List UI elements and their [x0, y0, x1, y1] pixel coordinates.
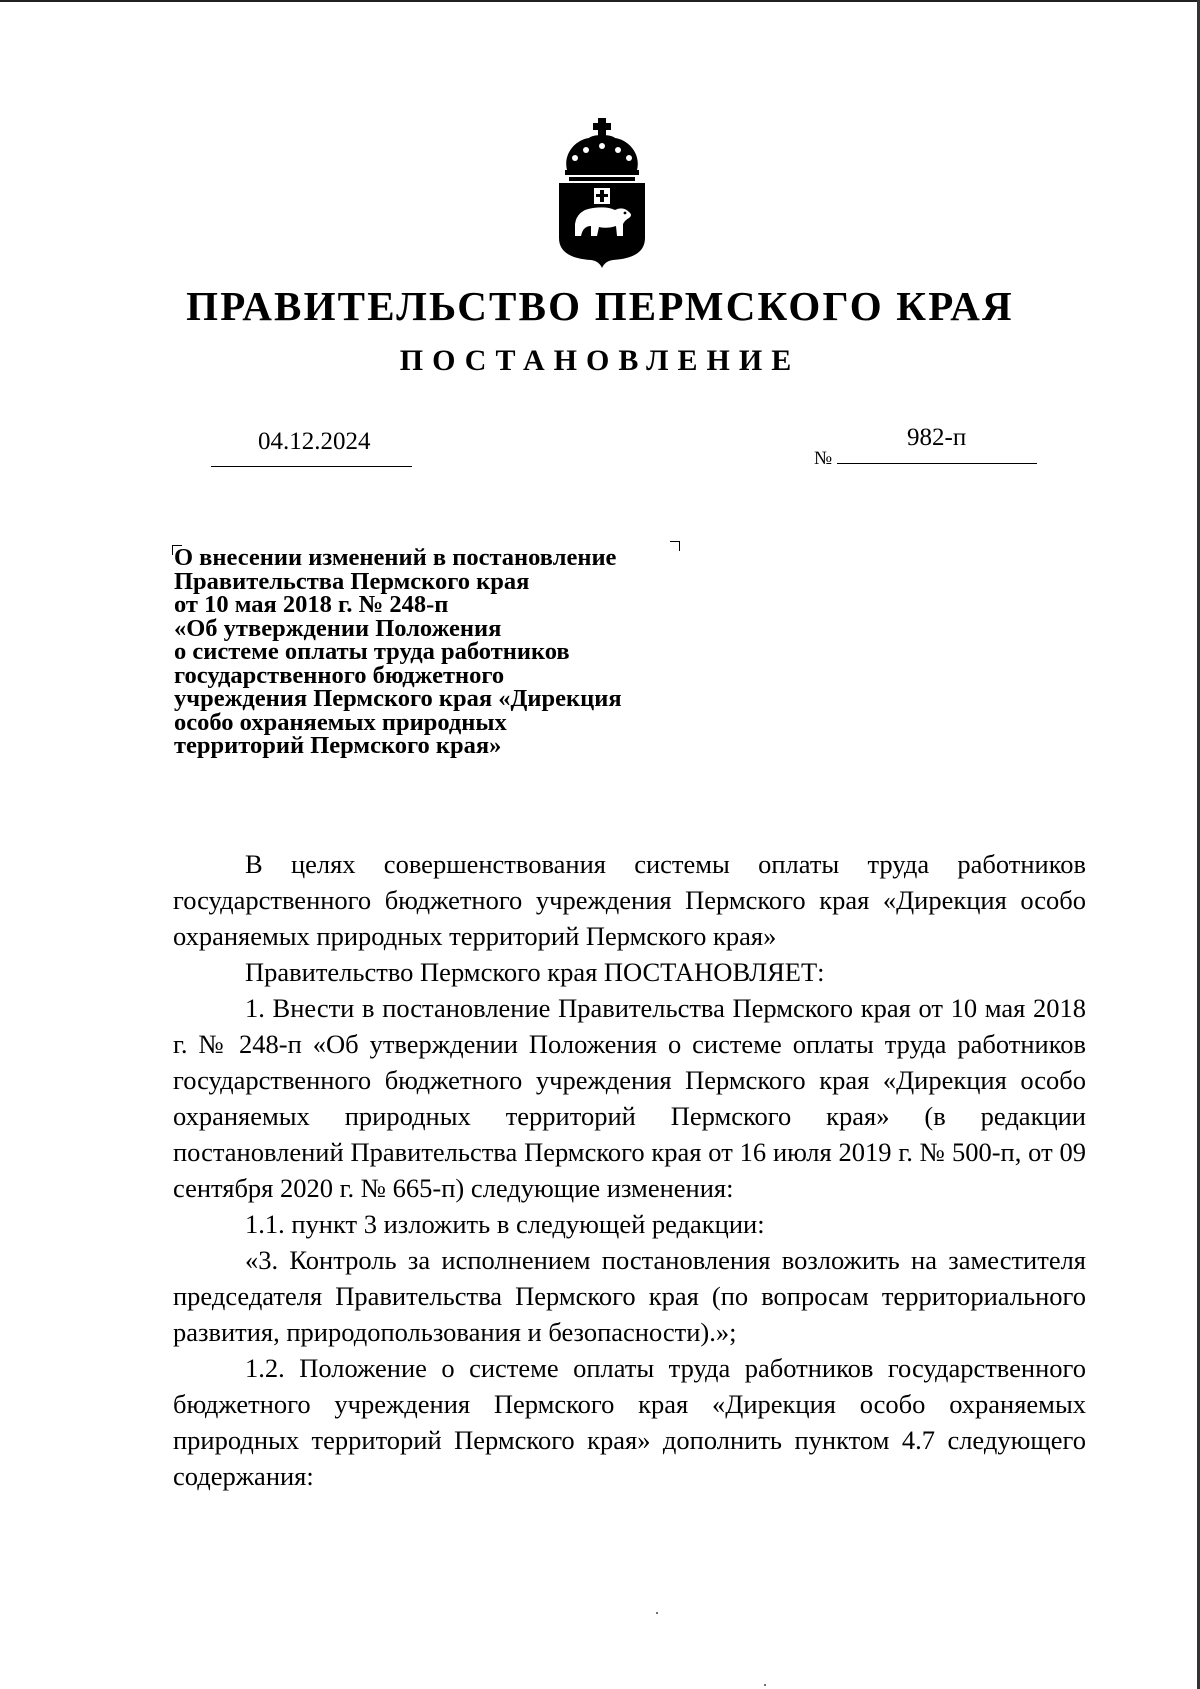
subject-line: о системе оплаты труда работников — [174, 638, 570, 665]
body-paragraph-item-1-1: 1.1. пункт 3 изложить в следующей редакции: — [245, 1209, 765, 1239]
document-subject — [174, 546, 622, 758]
date-underline — [211, 466, 412, 467]
document-type: ПОСТАНОВЛЕНИЕ — [399, 344, 801, 377]
document-date: 04.12.2024 — [258, 428, 371, 455]
scan-speck — [764, 1684, 766, 1686]
coat-of-arms-icon — [553, 118, 651, 268]
subject-line: учреждения Пермского края «Дирекция — [174, 685, 622, 712]
document-number: 982-п — [907, 424, 967, 451]
subject-line: территорий Пермского края» — [174, 732, 502, 759]
body-paragraph-resolves: Правительство Пермского края ПОСТАНОВЛЯЕТ: — [245, 957, 825, 987]
body-paragraph-purpose: В целях совершенствования системы оплаты труда работников государственного бюджетного учреждения Пермского края «Дирекция особо охраняемых природных территорий Пермского края» — [173, 849, 1086, 951]
scan-edge-top — [0, 0, 1200, 2]
document-body — [173, 846, 1086, 1494]
number-sign: № — [814, 448, 833, 469]
subject-line: от 10 мая 2018 г. № 248-п — [174, 591, 449, 618]
body-paragraph-item-1: 1. Внести в постановление Правительства Пермского края от 10 мая 2018 г. № 248-п «Об утверждении Положения о системе оплаты труда работников государственного бюджетного учреждения Пермского края «Дирекция особо охраняемых природных территорий Пермского края» (в редакции постановлений Правительства Пермского края от 16 июля 2019 г. № 500-п, от 09 сентября 2020 г. № 665-п) следующие изменения: — [173, 993, 1086, 1203]
subject-line: государственного бюджетного — [174, 661, 505, 689]
subject-line: особо охраняемых природных — [174, 708, 507, 736]
number-underline — [837, 463, 1037, 464]
subject-line: «Об утверждении Положения — [174, 614, 502, 642]
scan-speck — [656, 1612, 658, 1614]
body-paragraph-item-1-2: 1.2. Положение о системе оплаты труда работников государственного бюджетного учреждения Пермского края «Дирекция особо охраняемых природных территорий Пермского края» дополнить пунктом 4.7 следующего содержания: — [173, 1353, 1086, 1491]
body-paragraph-item-3-text: «3. Контроль за исполнением постановления возложить на заместителя председателя Правительства Пермского края (по вопросам территориального развития, природопользования и безопасности).»; — [173, 1245, 1086, 1347]
subject-line: Правительства Пермского края — [174, 567, 530, 595]
government-title: ПРАВИТЕЛЬСТВО ПЕРМСКОГО КРАЯ — [186, 283, 1014, 329]
subject-corner-mark-right — [670, 541, 680, 551]
subject-line: О внесении изменений в постановление — [174, 544, 617, 571]
